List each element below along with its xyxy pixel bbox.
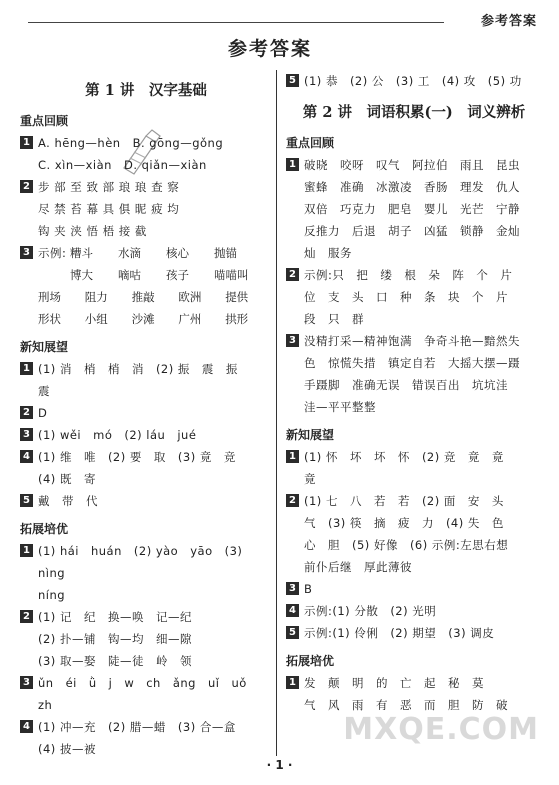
header-rule — [28, 22, 444, 23]
item-number-badge: 1 — [20, 136, 33, 149]
answer-item-1 — [286, 672, 542, 694]
section-review: 重点回顾 — [286, 136, 335, 150]
answer-text: 破晓 咬呀 叹气 阿拉伯 雨且 昆虫 — [304, 158, 520, 172]
word: 抛锚 — [214, 246, 237, 260]
answer-text: (1) wěi mó (2) láu jué — [38, 428, 197, 442]
answer-text: 双倍 巧克力 肥皂 婴儿 光芒 宁静 — [304, 202, 520, 216]
answer-text: ǔn éi ǜ j w ch ǎng uǐ uǒ zh — [38, 676, 259, 712]
item-number-badge: 2 — [20, 180, 33, 193]
answer-text: 心 胆 (5) 好像 (6) 示例:左思右想 — [304, 538, 509, 552]
answer-item-2 — [20, 176, 272, 198]
page-number: · 1 · — [266, 758, 293, 772]
answer-text: 洼—平平整整 — [304, 400, 376, 414]
answer-text: 戴 带 代 — [38, 494, 98, 508]
answer-text: (1) 恭 (2) 公 (3) 工 (4) 攻 (5) 功 — [304, 74, 522, 88]
answer-text: 段 只 群 — [304, 312, 364, 326]
left-column — [20, 70, 272, 760]
answer-text: 只 把 缕 根 朵 阵 个 片 — [332, 268, 513, 282]
answer-text: (1) 消 梢 梢 消 (2) 振 震 振 — [38, 362, 238, 376]
column-divider — [276, 70, 277, 756]
page-title: 参考答案 — [227, 38, 312, 60]
answer-text: 震 — [38, 384, 50, 398]
word: 广州 — [178, 312, 202, 326]
word: 沙滩 — [131, 312, 155, 326]
item-number-badge: 1 — [286, 450, 299, 463]
answer-text: (4) 披—被 — [38, 742, 96, 756]
item-number-badge: 3 — [286, 334, 299, 347]
item-number-badge: 5 — [20, 494, 33, 507]
answer-text: (1) 维 唯 (2) 要 取 (3) 竟 竞 — [38, 450, 236, 464]
item-number-badge: 2 — [286, 268, 299, 281]
answer-text: B — [304, 582, 313, 596]
section-ext: 拓展培优 — [20, 522, 69, 536]
answer-text: níng — [38, 588, 66, 602]
answer-text: (1) hái huán (2) yào yāo (3) nìng — [38, 544, 243, 580]
word: 推敲 — [131, 290, 155, 304]
item-number-badge: 2 — [20, 406, 33, 419]
item-number-badge: 4 — [286, 604, 299, 617]
answer-item-1 — [20, 540, 272, 584]
answer-item-3 — [20, 672, 272, 716]
answer-text: 气 风 雨 有 恶 而 胆 防 破 — [304, 698, 508, 712]
word: 提供 — [225, 290, 249, 304]
answer-text: 竟 — [304, 472, 316, 486]
item-number-badge: 4 — [20, 720, 33, 733]
item-number-badge: 2 — [20, 610, 33, 623]
lecture-2-title: 第 2 讲 词语积累(一) 词义辨析 — [302, 104, 526, 121]
answer-item-1 — [20, 132, 272, 154]
answer-text: 反推力 后退 胡子 凶猛 锁静 金灿 — [304, 224, 520, 238]
header-title: 参考答案 — [480, 14, 537, 29]
answer-text: 示例:(1) 分散 (2) 光明 — [304, 604, 437, 618]
answer-item-5 — [20, 490, 272, 512]
answer-item-1 — [286, 446, 542, 468]
answer-item-5 — [286, 70, 542, 92]
word: 糟斗 — [70, 246, 93, 260]
item-number-badge: 1 — [286, 676, 299, 689]
section-review: 重点回顾 — [20, 114, 69, 128]
answer-text: (4) 既 寄 — [38, 472, 96, 486]
answer-text: (1) 记 纪 换—唤 记—纪 — [38, 610, 192, 624]
answer-text: (1) 怀 坏 坏 怀 (2) 竞 竟 竟 — [304, 450, 504, 464]
answer-text: 没精打采—精神饱满 争奇斗艳—黯然失 — [304, 334, 520, 348]
item-number-badge: 4 — [20, 450, 33, 463]
answer-text: 灿 服务 — [304, 246, 352, 260]
word: 小组 — [84, 312, 108, 326]
answer-text: 气 (3) 筷 摘 疲 力 (4) 失 色 — [304, 516, 504, 530]
answer-text: D — [38, 406, 48, 420]
answer-item-4 — [286, 600, 542, 622]
answer-text: 位 支 头 口 种 条 块 个 片 — [304, 290, 508, 304]
answer-item-2 — [286, 264, 542, 286]
answer-text: 尽 禁 苔 幕 具 俱 昵 疲 均 — [38, 202, 180, 216]
word: 刑场 — [38, 290, 61, 304]
word: 拱形 — [225, 312, 249, 326]
item-number-badge: 2 — [286, 494, 299, 507]
answer-text: 蜜蜂 准确 冰激凌 香肠 理发 仇人 — [304, 180, 520, 194]
word: 博大 — [70, 268, 93, 282]
answer-text: (1) 冲—充 (2) 腊—蜡 (3) 合—盒 — [38, 720, 236, 734]
item-number-badge: 5 — [286, 74, 299, 87]
answer-item-1 — [20, 358, 272, 380]
item-number-badge: 3 — [286, 582, 299, 595]
item-number-badge: 1 — [20, 362, 33, 375]
item-number-badge: 1 — [20, 544, 33, 557]
answer-item-3 — [286, 330, 542, 352]
answer-label: 示例: — [304, 268, 333, 282]
word: 水滴 — [118, 246, 141, 260]
right-column — [286, 70, 542, 716]
answer-item-3 — [20, 424, 272, 446]
word: 阻力 — [84, 290, 108, 304]
answer-text: C. xìn—xiàn D. qiǎn—xiàn — [38, 158, 207, 172]
answer-text: 手蹑脚 准确无误 错误百出 坑坑洼 — [304, 378, 508, 392]
word: 核心 — [166, 246, 189, 260]
word: 嘀咕 — [118, 268, 141, 282]
section-new: 新知展望 — [286, 428, 335, 442]
word: 孩子 — [166, 268, 189, 282]
answer-text: 示例:(1) 伶俐 (2) 期望 (3) 调皮 — [304, 626, 495, 640]
answer-label: 示例: — [38, 246, 67, 260]
answer-item-5 — [286, 622, 542, 644]
answer-item-2 — [20, 402, 272, 424]
word: 欧洲 — [178, 290, 202, 304]
item-number-badge: 1 — [286, 158, 299, 171]
answer-item-4 — [20, 716, 272, 738]
answer-item-1 — [286, 154, 542, 176]
section-ext: 拓展培优 — [286, 654, 335, 668]
answer-text: (1) 七 八 若 若 (2) 面 安 头 — [304, 494, 504, 508]
answer-item-2 — [20, 606, 272, 628]
answer-text: (2) 扑—铺 钩—均 细—隙 — [38, 632, 192, 646]
word: 形状 — [38, 312, 61, 326]
item-number-badge: 5 — [286, 626, 299, 639]
answer-item-4 — [20, 446, 272, 468]
answer-item-2 — [286, 490, 542, 512]
item-number-badge: 3 — [20, 676, 33, 689]
answer-text: 步 部 至 致 部 琅 琅 查 察 — [38, 180, 180, 194]
answer-item-3 — [286, 578, 542, 600]
item-number-badge: 3 — [20, 246, 33, 259]
section-new: 新知展望 — [20, 340, 69, 354]
lecture-1-title: 第 1 讲 汉字基础 — [85, 82, 207, 99]
answer-text: 钩 夹 浃 悟 梧 接 截 — [38, 224, 147, 238]
answer-text: 色 惊慌失措 镇定自若 大摇大摆—蹑 — [304, 356, 520, 370]
answer-text: (3) 取—娶 陡—徒 岭 领 — [38, 654, 192, 668]
answer-text: 前仆后继 厚此薄彼 — [304, 560, 412, 574]
answer-text: 发 颠 明 的 亡 起 秘 莫 — [304, 676, 484, 690]
answer-text: A. hēng—hèn B. gōng—gǒng — [38, 136, 224, 150]
word: 喵喵叫 — [214, 268, 249, 282]
item-number-badge: 3 — [20, 428, 33, 441]
watermark-logo: MXQE.COM — [343, 712, 539, 747]
